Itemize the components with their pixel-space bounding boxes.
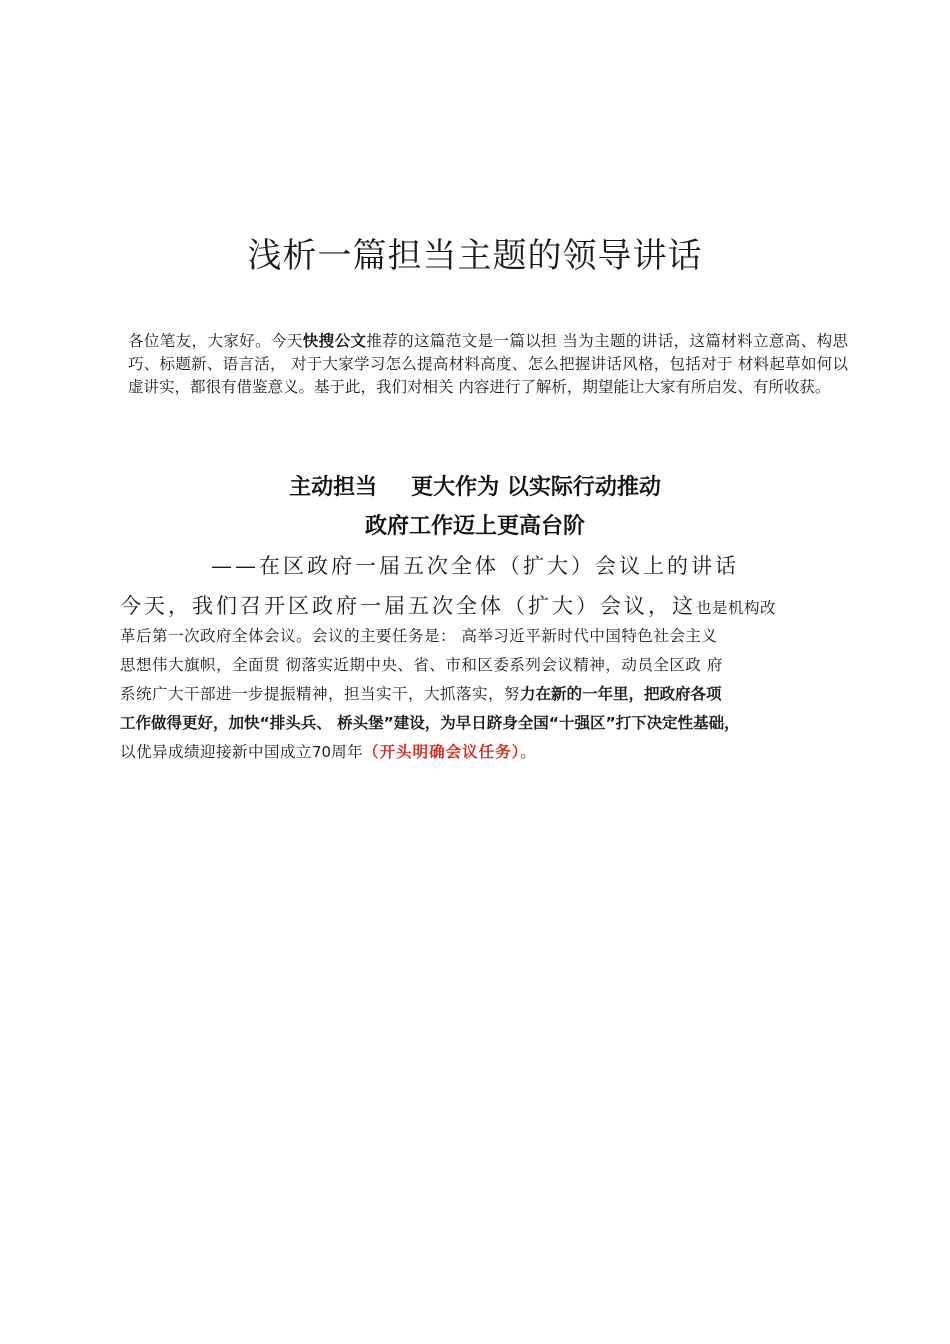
speech-title-line-1 — [0, 470, 950, 501]
body-line-3: 思想伟大旗帜，全面贯 彻落实近期中央、省、市和区委系列会议精神，动员全区政 府 — [120, 656, 723, 674]
body-line-6-b: 周年 — [331, 743, 364, 761]
anniversary-number: 70 — [312, 743, 332, 761]
body-line-4-b: 力在新的一年里，把政府各项 — [520, 685, 722, 703]
body-line-1-large: 今天，我们召开区政府一届五次全体（扩大）会议，这 — [120, 594, 696, 618]
speech-title-part-b: 更大作为 以实际行动推动 — [411, 475, 661, 500]
body-line-6-end: 。 — [520, 743, 537, 761]
body-line-1-small: 也是机构改 — [696, 599, 777, 617]
speech-body — [120, 590, 840, 769]
document-title: 浅析一篇担当主题的领导讲话 — [247, 236, 703, 276]
speech-title-line-2: 政府工作迈上更高台阶 — [364, 514, 585, 539]
annotation-note: （开头明确会议任务） — [363, 742, 521, 761]
intro-text-start: 各位笔友，大家好。今天 — [128, 332, 303, 350]
body-line-6-a: 以优异成绩迎接新中国成立 — [120, 743, 313, 761]
body-line-1 — [120, 590, 840, 624]
speech-title-part-a: 主动担当 — [289, 475, 378, 500]
brand-name: 快搜公文 — [302, 332, 367, 350]
body-line-5: 工作做得更好，加快“排头兵、 桥头堡”建设，为早日跻身全国“十强区”打下决定性基础， — [120, 714, 740, 732]
body-line-6 — [120, 740, 840, 769]
intro-paragraph — [128, 330, 848, 399]
body-line-4-a: 系统广大干部进一步提振精神，担当实干，大抓落实，努 — [120, 685, 521, 703]
body-line-2: 革后第一次政府全体会议。会议的主要任务是： 高举习近平新时代中国特色社会主义 — [120, 627, 718, 645]
intro-text-rest: 推荐的这篇范文是一篇以担 当为主题的讲话，这篇材料立意高、构思巧、标题新、语言活， 对于大家学习怎么提高材料高度、怎么把握讲话风格，包括对于 材料起草如何以虚讲实，都很有借鉴意义。基于此，我们对相关 内容进行了解析，期望能让大家有所启发、有所收获。 — [128, 332, 848, 396]
speech-subtitle: ——在区政府一届五次全体（扩大）会议上的讲话 — [211, 554, 739, 578]
body-line-4 — [120, 682, 840, 711]
